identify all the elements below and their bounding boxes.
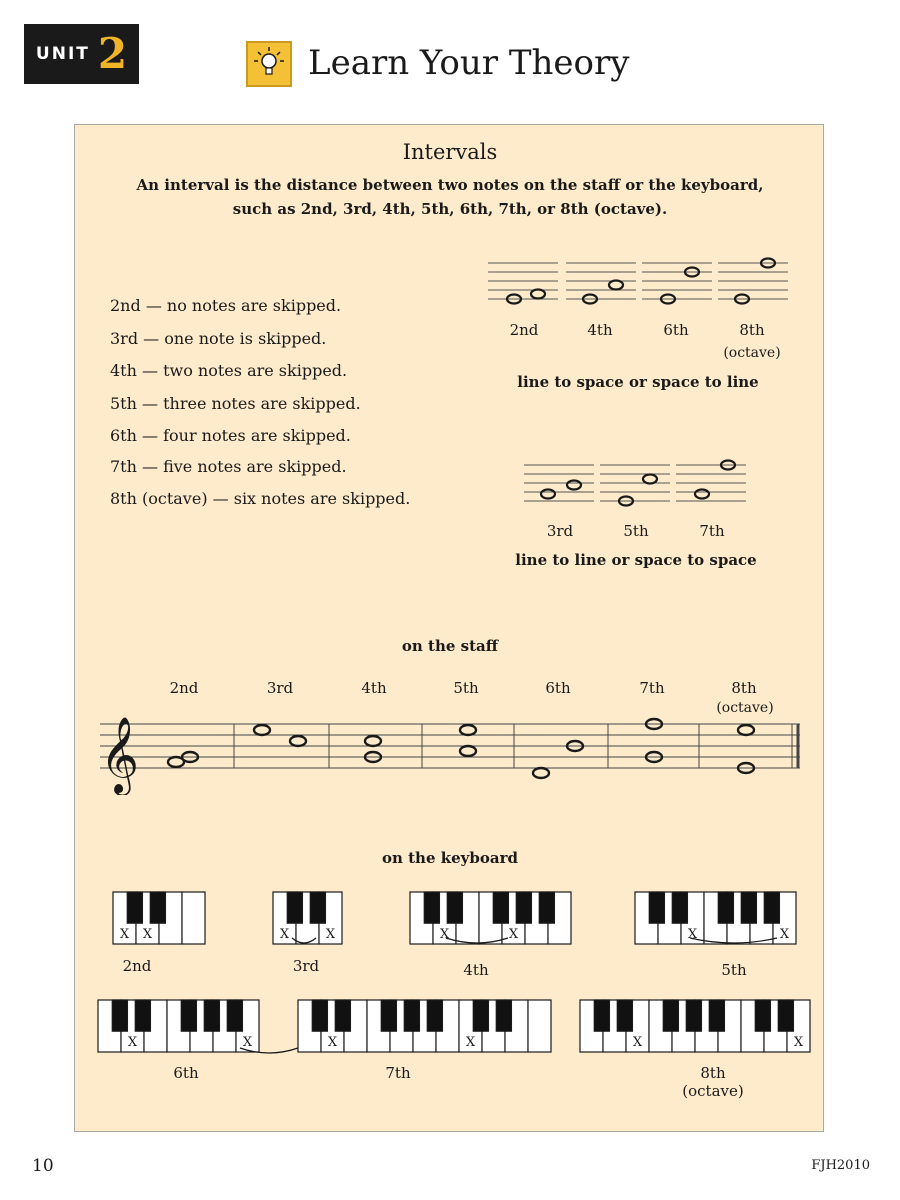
keyboard-4th — [410, 892, 571, 944]
ls-caption: line to space or space to line — [517, 373, 759, 391]
note — [541, 490, 555, 499]
keyboard-2nd — [113, 892, 205, 944]
black-key — [312, 1000, 327, 1031]
main-staff — [98, 705, 808, 795]
page-title: Learn Your Theory — [308, 43, 630, 83]
kb-label-5th: 5th — [721, 961, 747, 979]
white-key — [528, 1000, 551, 1052]
note — [738, 725, 754, 735]
black-key — [755, 1000, 770, 1031]
staff-heading: on the staff — [401, 637, 499, 655]
keyboard-3rd — [273, 892, 342, 944]
note — [290, 736, 306, 746]
black-key — [778, 1000, 793, 1031]
note — [531, 290, 545, 299]
unit-label: UNIT — [35, 44, 90, 64]
ls-octave-note: (octave) — [723, 345, 781, 361]
key-mark: X — [279, 927, 290, 942]
section-title: Intervals — [402, 140, 498, 164]
black-key — [227, 1000, 242, 1031]
ls-label-8th: 8th — [739, 321, 765, 339]
staff-lines-2nd — [488, 263, 558, 299]
kb-label-6th: 6th — [173, 1064, 199, 1082]
kb-label-3rd: 3rd — [292, 957, 320, 975]
key-mark: X — [465, 1035, 476, 1050]
black-key — [135, 1000, 150, 1031]
line-line-staves — [522, 455, 752, 511]
unit-number: 2 — [97, 29, 128, 78]
note — [695, 490, 709, 499]
staff-label-4th: 4th — [361, 679, 387, 697]
black-key — [427, 1000, 442, 1031]
key-mark: X — [127, 1035, 138, 1050]
ls-label-2nd: 2nd — [509, 321, 539, 339]
keyboard-heading: on the keyboard — [382, 849, 518, 867]
rule-3rd: 3rd — one note is skipped. — [110, 329, 327, 348]
black-key — [493, 892, 508, 923]
staff-lines-5th — [600, 465, 670, 501]
rule-6th: 6th — four notes are skipped. — [110, 426, 351, 445]
black-key — [381, 1000, 396, 1031]
black-key — [310, 892, 325, 923]
black-key — [663, 1000, 678, 1031]
black-key — [447, 892, 462, 923]
section-description-line1: An interval is the distance between two notes on the staff or the keyboard, — [136, 176, 764, 194]
black-key — [335, 1000, 350, 1031]
black-key — [287, 892, 302, 923]
black-key — [539, 892, 554, 923]
staff-lines-6th — [642, 263, 712, 299]
key-mark: X — [142, 927, 153, 942]
note — [643, 475, 657, 484]
black-key — [617, 1000, 632, 1031]
section-description-line2: such as 2nd, 3rd, 4th, 5th, 6th, 7th, or 8th (octave). — [232, 200, 668, 218]
note — [567, 481, 581, 490]
rule-7th: 7th — five notes are skipped. — [110, 457, 347, 476]
black-key — [204, 1000, 219, 1031]
keyboard-6th — [98, 1000, 298, 1053]
publisher-code: FJH2010 — [811, 1158, 870, 1173]
staff-lines-8th — [718, 263, 788, 299]
staff-lines-3rd — [524, 465, 594, 501]
note — [460, 725, 476, 735]
key-mark: X — [508, 927, 519, 942]
kb-label-4th: 4th — [463, 961, 489, 979]
black-key — [649, 892, 664, 923]
black-key — [473, 1000, 488, 1031]
page-number: 10 — [32, 1156, 54, 1176]
black-key — [112, 1000, 127, 1031]
key-mark: X — [632, 1035, 643, 1050]
ls-label-4th: 4th — [587, 321, 613, 339]
staff-label-5th: 5th — [453, 679, 479, 697]
staff-lines-4th — [566, 263, 636, 299]
ll-label-3rd: 3rd — [546, 522, 574, 540]
black-key — [686, 1000, 701, 1031]
black-key — [404, 1000, 419, 1031]
keyboard-5th — [635, 892, 796, 944]
kb-label-2nd: 2nd — [122, 957, 152, 975]
ls-label-6th: 6th — [663, 321, 689, 339]
black-key — [718, 892, 733, 923]
black-key — [741, 892, 756, 923]
key-mark: X — [327, 1035, 338, 1050]
lightbulb-icon — [246, 41, 292, 87]
ll-label-5th: 5th — [623, 522, 649, 540]
black-key — [709, 1000, 724, 1031]
rule-8th: 8th (octave) — six notes are skipped. — [110, 489, 411, 508]
staff-octave-note: (octave) — [716, 700, 774, 716]
note — [609, 281, 623, 290]
ll-caption: line to line or space to space — [515, 551, 757, 569]
line-space-staves — [486, 255, 792, 311]
unit-badge — [24, 24, 139, 84]
staff-label-2nd: 2nd — [169, 679, 199, 697]
white-key — [182, 892, 205, 944]
key-mark: X — [242, 1035, 253, 1050]
black-key — [516, 892, 531, 923]
black-key — [672, 892, 687, 923]
staff-label-8th: 8th — [731, 679, 757, 697]
key-mark: X — [119, 927, 130, 942]
kb-octave-note: (octave) — [682, 1082, 744, 1100]
rule-5th: 5th — three notes are skipped. — [110, 394, 361, 413]
kb-label-8th: 8th — [700, 1064, 726, 1082]
note — [533, 768, 549, 778]
key-mark: X — [793, 1035, 804, 1050]
key-mark: X — [687, 927, 698, 942]
black-key — [150, 892, 165, 923]
note — [460, 746, 476, 756]
note — [254, 725, 270, 735]
kb-label-7th: 7th — [385, 1064, 411, 1082]
black-key — [594, 1000, 609, 1031]
rule-2nd: 2nd — no notes are skipped. — [110, 296, 342, 315]
black-key — [127, 892, 142, 923]
keyboard-8th — [580, 1000, 810, 1052]
treble-clef-icon: 𝄞 — [100, 716, 140, 793]
key-mark: X — [779, 927, 790, 942]
key-mark: X — [325, 927, 336, 942]
note — [365, 736, 381, 746]
key-mark: X — [439, 927, 450, 942]
rule-4th: 4th — two notes are skipped. — [110, 361, 348, 380]
black-key — [181, 1000, 196, 1031]
staff-lines-7th — [676, 465, 746, 501]
black-key — [424, 892, 439, 923]
staff-label-7th: 7th — [639, 679, 665, 697]
staff-label-3rd: 3rd — [266, 679, 294, 697]
keyboard-7th — [298, 1000, 551, 1052]
ll-label-7th: 7th — [699, 522, 725, 540]
staff-label-6th: 6th — [545, 679, 571, 697]
black-key — [764, 892, 779, 923]
black-key — [496, 1000, 511, 1031]
